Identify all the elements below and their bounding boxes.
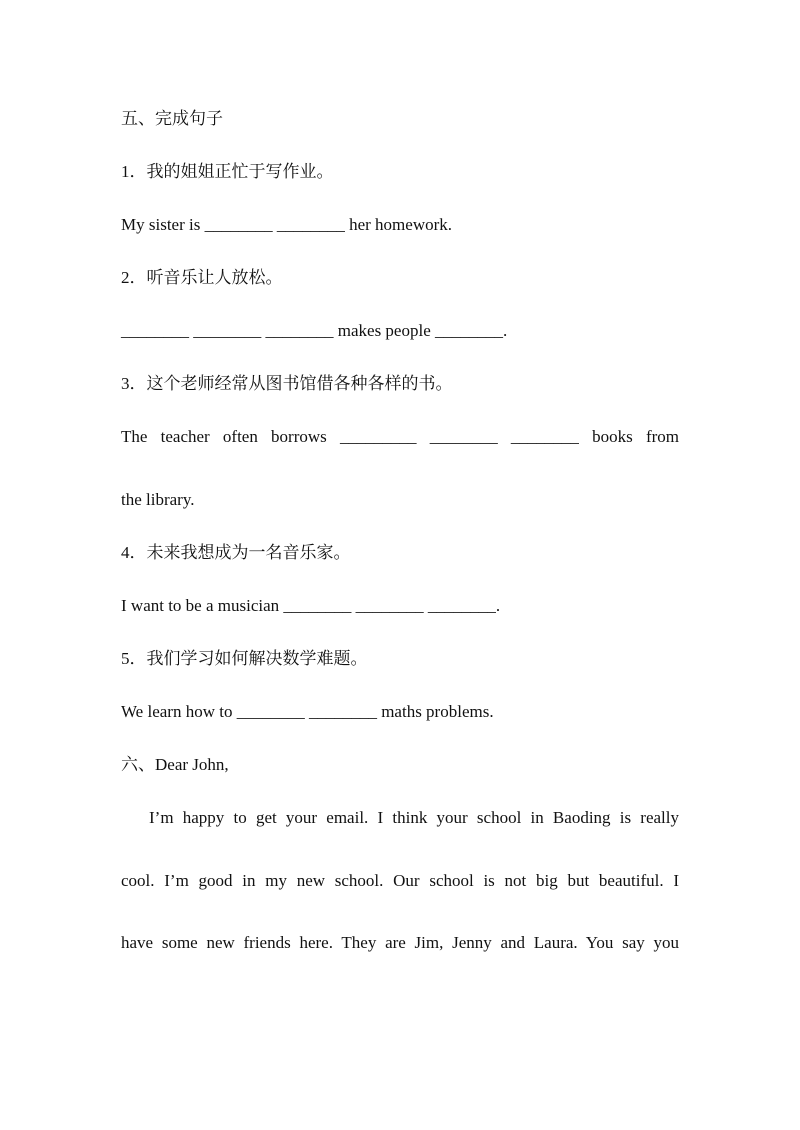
letter-line-2: cool. I’m good in my new school. Our school is not big but beautiful. I [121,871,679,890]
item-3-chinese: 3．这个老师经常从图书馆借各种各样的书。 [121,374,453,393]
item-1-chinese: 1．我的姐姐正忙于写作业。 [121,162,334,181]
item-1-english: My sister is ________ ________ her homework. [121,215,453,234]
item-5-english: We learn how to ________ ________ maths problems. [121,702,494,721]
item-2-english: ________ ________ ________ makes people ________. [121,321,508,340]
letter-line-1: I’m happy to get your email. I think your school in Baoding is really [149,808,679,827]
item-3-english: The teacher often borrows _________ ________ ________ books from [121,427,679,446]
item-4-chinese: 4．未来我想成为一名音乐家。 [121,543,351,562]
item-2-chinese: 2．听音乐让人放松。 [121,268,283,287]
letter-line-3: have some new friends here. They are Jim, Jenny and Laura. You say you [121,933,679,952]
item-5-chinese: 5．我们学习如何解决数学难题。 [121,649,368,668]
section-6-heading: 六、Dear John, [121,755,229,774]
item-3-english-continued: the library. [121,490,195,509]
section-5-heading: 五、完成句子 [121,109,223,128]
item-4-english: I want to be a musician ________ ________ ________. [121,596,501,615]
